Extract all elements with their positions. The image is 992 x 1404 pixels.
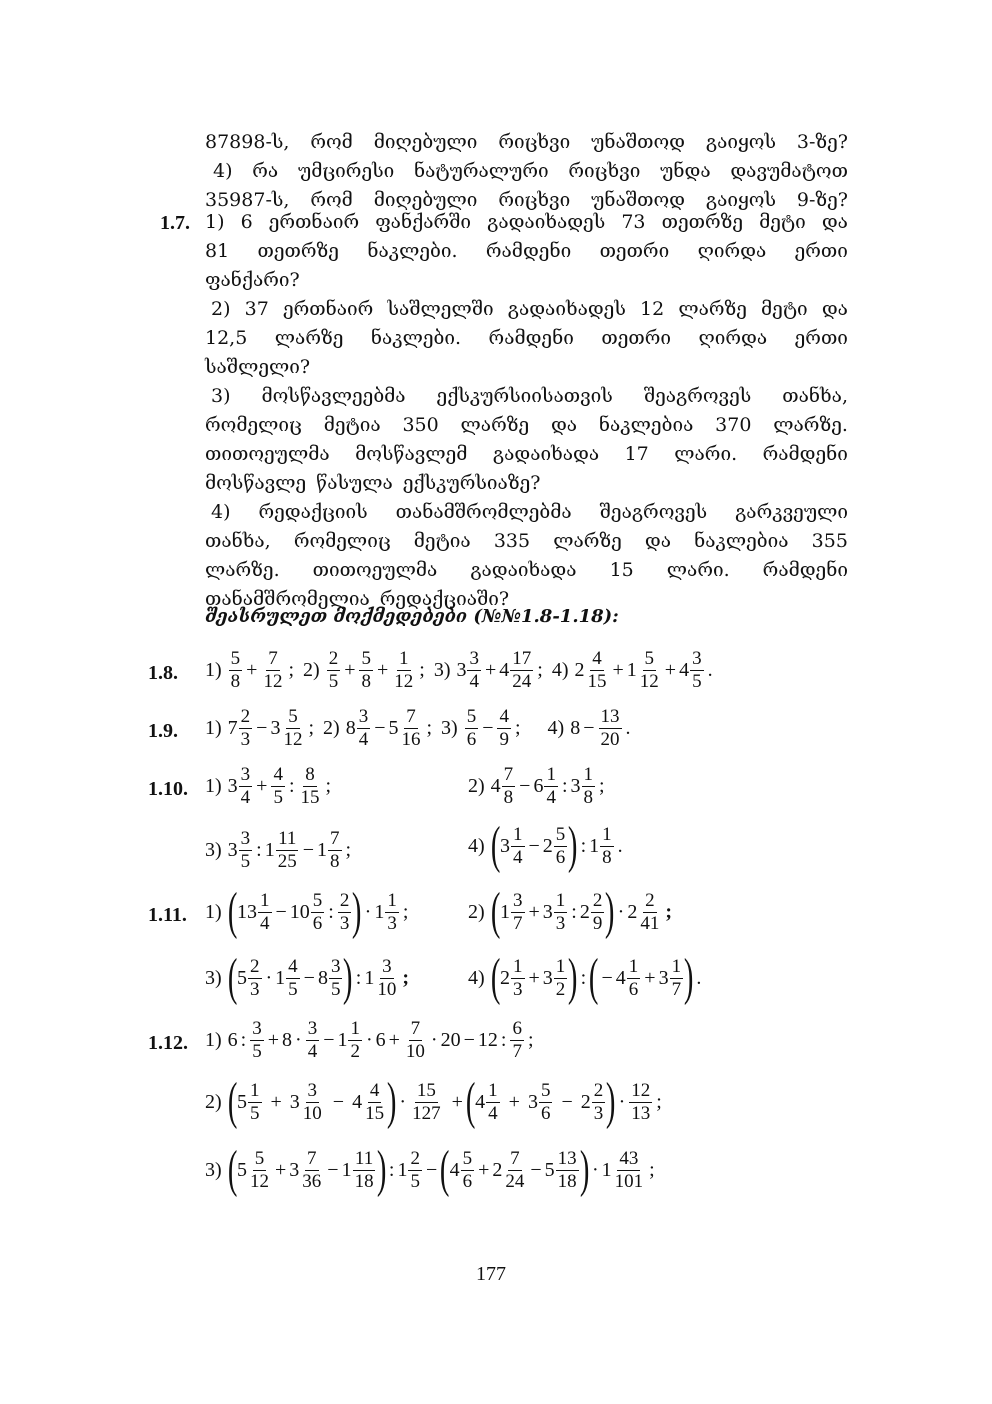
word: და <box>821 211 848 233</box>
fraction: $\frac{17}{24}$ <box>512 648 532 692</box>
fraction: $\frac{5}{8}$ <box>361 648 371 692</box>
word: გარკვეული <box>735 501 848 523</box>
item-number: 2) <box>468 775 485 797</box>
exercise-label: 1.12. <box>148 1032 188 1054</box>
text-line <box>205 208 848 237</box>
fraction: $\frac{5}{6}$ <box>555 823 566 868</box>
word: 355 <box>811 530 848 552</box>
item-number: 3) <box>433 659 451 681</box>
word: რიცხვი <box>498 189 571 211</box>
problem-label: 1.7. <box>160 212 190 234</box>
item-number: 4) <box>468 966 485 989</box>
word: რამდენი <box>762 443 848 465</box>
word: გადაიხადეს <box>487 211 606 233</box>
word: 3) <box>211 385 231 407</box>
exercise-1-8-line: 1) $\frac{5}{8}$ + $\frac{7}{12}$ ; 2) $\frac{2}{5}$ + $\frac{5}{8}$ + $\frac{1}{12}$ ; 3) 3 $\frac{3}{4}$ + 4 $\frac{17}{24}$ ; 4) 2 $\frac{4}{15}$ + 1 $\frac{5}{12}$ + 4 $\frac{3}{5}$ . <box>205 648 713 692</box>
word: ნაკლები. <box>370 327 462 349</box>
word: მოსწავლე <box>205 472 307 494</box>
word: 12 <box>640 298 665 320</box>
fraction: $\frac{4}{9}$ <box>499 706 509 750</box>
fraction: $\frac{6}{7}$ <box>512 1018 522 1062</box>
exercise-1-12-line-3: 3) ( 5 $\frac{5}{12}$ + 3 $\frac{7}{36}$ − 1 $\frac{11}{18}$ ) : 1 $\frac{2}{5}$ − ( 4 $\frac{5}{6}$ + 2 $\frac{7}{24}$ − 5 $\frac{13}{18}$ ) · 1 $\frac{43}{101}$ ; <box>205 1141 655 1198</box>
word: და <box>821 298 848 320</box>
word: 12,5 <box>205 327 248 349</box>
fraction: $\frac{1}{7}$ <box>671 955 682 1000</box>
exercise-1-11-line-3: 3) ( 5 $\frac{2}{3}$ · 1 $\frac{4}{5}$ − 8 $\frac{3}{5}$ ) : 1 $\frac{3}{10}$ ; <box>205 949 410 1006</box>
word: 17 <box>624 443 649 465</box>
exercise-label: 1.10. <box>148 778 188 800</box>
word: მიღებული <box>373 189 478 211</box>
word: ფანქარი? <box>205 269 300 291</box>
text-line <box>205 556 848 585</box>
word: თანხა, <box>205 530 271 552</box>
item-number: 4) <box>468 834 485 857</box>
text-line <box>205 266 848 295</box>
fraction: $\frac{5}{6}$ <box>540 1079 551 1124</box>
word: 37 <box>244 298 269 320</box>
word: ლარზე. <box>773 414 848 436</box>
word: თითოეულმა <box>312 559 438 581</box>
item-number: 2) <box>303 659 320 681</box>
text-line <box>205 469 848 498</box>
item-number: 2) <box>468 900 485 923</box>
word: ღირდა <box>698 327 768 349</box>
word: რამდენი <box>485 240 572 262</box>
exercise-label: 1.9. <box>148 720 178 742</box>
word: გაიყოს <box>705 189 776 211</box>
word: უნაშთოდ <box>591 189 685 211</box>
fraction: $\frac{2}{3}$ <box>250 955 260 1000</box>
fraction: $\frac{5}{6}$ <box>312 889 323 934</box>
item-number: 3) <box>441 717 458 739</box>
page-number: 177 <box>476 1263 506 1285</box>
fraction: $\frac{5}{12}$ <box>283 706 303 750</box>
fraction: $\frac{1}{6}$ <box>628 955 639 1000</box>
word: ექსკურსიისათვის <box>436 385 613 407</box>
fraction: $\frac{3}{4}$ <box>240 764 251 808</box>
word: 81 <box>205 240 230 262</box>
word: გადაიხადა <box>492 443 600 465</box>
word: ლარზე <box>460 414 530 436</box>
word: 35987-ს, <box>205 189 290 211</box>
exercise-1-11-line-4: 4) ( 2 $\frac{1}{3}$ + 3 $\frac{1}{2}$ ) : ( − 4 $\frac{1}{6}$ + 3 $\frac{1}{7}$ ) . <box>468 949 702 1006</box>
word: ფანქარში <box>375 211 472 233</box>
fraction: $\frac{1}{2}$ <box>350 1018 360 1062</box>
word: მეტი <box>759 211 806 233</box>
item-number: 1) <box>205 717 222 739</box>
item-number: 2) <box>205 1090 222 1113</box>
fraction: $\frac{11}{25}$ <box>277 828 297 872</box>
exercise-label: 1.11. <box>148 904 187 926</box>
item-number: 1) <box>205 659 222 681</box>
item-number: 4) <box>551 659 569 681</box>
word: თეთრზე <box>257 240 339 262</box>
word: 2) <box>211 298 231 320</box>
exercise-1-10-line-2: 2) 4 $\frac{7}{8}$ − 6 $\frac{1}{4}$ : 3 $\frac{1}{8}$ ; <box>468 764 605 808</box>
word: ნაკლებია <box>598 414 694 436</box>
fraction: $\frac{4}{5}$ <box>273 764 283 808</box>
problem-1-7-text <box>205 208 848 614</box>
word: უნდა <box>660 160 711 182</box>
fraction: $\frac{1}{8}$ <box>602 823 612 868</box>
fraction: $\frac{2}{5}$ <box>410 1147 420 1192</box>
fraction: $\frac{3}{10}$ <box>302 1079 322 1124</box>
fraction: $\frac{7}{12}$ <box>263 648 283 692</box>
word: რიცხვი <box>568 160 641 182</box>
item-number: 1) <box>205 775 222 797</box>
word: ლარზე <box>553 530 622 552</box>
word: მეტი <box>761 298 808 320</box>
fraction: $\frac{13}{20}$ <box>600 706 620 750</box>
text-line <box>205 498 848 527</box>
fraction: $\frac{7}{8}$ <box>503 764 514 808</box>
word: 370 <box>715 414 752 436</box>
word: თეთრზე <box>661 211 744 233</box>
text-line <box>205 527 848 556</box>
word: ლარზე <box>678 298 747 320</box>
word: რიცხვი <box>498 131 571 153</box>
word: ღირდა <box>697 240 767 262</box>
word: რომელიც <box>293 530 391 552</box>
fraction: $\frac{3}{5}$ <box>692 648 702 692</box>
word: მოსწავლემ <box>355 443 468 465</box>
fraction: $\frac{3}{5}$ <box>240 828 251 872</box>
fraction: $\frac{3}{4}$ <box>307 1018 318 1062</box>
fraction: $\frac{4}{15}$ <box>365 1079 385 1124</box>
fraction: $\frac{8}{15}$ <box>300 764 320 808</box>
fraction: $\frac{1}{5}$ <box>250 1079 260 1124</box>
exercise-1-10-line-4: 4) ( 3 $\frac{1}{4}$ − 2 $\frac{5}{6}$ ) : 1 $\frac{1}{8}$ . <box>468 817 623 874</box>
word: 350 <box>402 414 439 436</box>
word: წასულა <box>316 472 393 494</box>
text-line <box>205 157 848 186</box>
exercise-1-10-line-1: 1) 3 $\frac{3}{4}$ + $\frac{4}{5}$ : $\frac{8}{15}$ ; <box>205 764 332 808</box>
word: თანხა, <box>782 385 848 407</box>
word: თანამშრომლებმა <box>395 501 572 523</box>
word: ნაკლებია <box>694 530 789 552</box>
exercise-1-11-line-2: 2) ( 1 $\frac{3}{7}$ + 3 $\frac{1}{3}$ : 2 $\frac{2}{9}$ ) · 2 $\frac{2}{41}$ ; <box>468 883 673 940</box>
exercise-1-12-line-1: 1) 6 : $\frac{3}{5}$ + 8 · $\frac{3}{4}$ − 1 $\frac{1}{2}$ · 6 + $\frac{7}{10}$ · 20 − 12 : $\frac{6}{7}$ ; <box>205 1018 534 1062</box>
word: თითოეულმა <box>205 443 330 465</box>
item-number: 4) <box>547 717 565 739</box>
word: 4) <box>213 160 233 182</box>
fraction: $\frac{3}{10}$ <box>377 955 397 1000</box>
word: დავუმატოთ <box>730 160 848 182</box>
word: რომ <box>310 131 353 153</box>
fraction: $\frac{7}{8}$ <box>330 828 340 872</box>
word: რა <box>252 160 279 182</box>
item-number: 1) <box>205 900 222 923</box>
fraction: $\frac{1}{3}$ <box>555 889 566 934</box>
word: თეთრი <box>599 240 670 262</box>
fraction: $\frac{5}{12}$ <box>639 648 659 692</box>
item-number: 3) <box>205 966 222 989</box>
item-number: 3) <box>205 1158 222 1181</box>
word: შეაგროვეს <box>599 501 708 523</box>
fraction: $\frac{43}{101}$ <box>614 1147 644 1192</box>
fraction: $\frac{5}{12}$ <box>250 1147 269 1192</box>
word: ლარზე <box>274 327 344 349</box>
fraction: $\frac{7}{16}$ <box>401 706 421 750</box>
word: რომელიც <box>205 414 302 436</box>
word: 1) <box>205 211 225 233</box>
intro-text <box>205 128 848 215</box>
fraction: $\frac{12}{13}$ <box>631 1079 651 1124</box>
text-line <box>205 440 848 469</box>
word: და <box>644 530 671 552</box>
word: ერთი <box>794 327 848 349</box>
word: უნაშთოდ <box>591 131 685 153</box>
fraction: $\frac{15}{127}$ <box>412 1079 441 1124</box>
item-number: 3) <box>205 839 222 861</box>
exercise-1-9-line: 1) 7 $\frac{2}{3}$ − 3 $\frac{5}{12}$ ; 2) 8 $\frac{3}{4}$ − 5 $\frac{7}{16}$ ; 3) $\frac{5}{6}$ − $\frac{4}{9}$ ; 4) 8 − $\frac{13}{20}$ . <box>205 706 631 750</box>
fraction: $\frac{1}{12}$ <box>394 648 414 692</box>
word: თანამშრომელია <box>205 588 370 610</box>
word: რედაქციის <box>258 501 368 523</box>
fraction: $\frac{3}{5}$ <box>252 1018 262 1062</box>
fraction: $\frac{3}{5}$ <box>330 955 341 1000</box>
fraction: $\frac{1}{4}$ <box>513 823 523 868</box>
fraction: $\frac{5}{6}$ <box>466 706 477 750</box>
word: ლარზე. <box>205 559 280 581</box>
fraction: $\frac{4}{15}$ <box>587 648 607 692</box>
word: გადაიხადეს <box>507 298 626 320</box>
word: უმცირესი <box>297 160 395 182</box>
fraction: $\frac{3}{7}$ <box>513 889 523 934</box>
exercise-1-10-line-3: 3) 3 $\frac{3}{5}$ : 1 $\frac{11}{25}$ − 1 $\frac{7}{8}$ ; <box>205 828 352 872</box>
fraction: $\frac{1}{3}$ <box>387 889 397 934</box>
word: 15 <box>609 559 634 581</box>
word: და <box>550 414 578 436</box>
fraction: $\frac{7}{10}$ <box>405 1018 425 1062</box>
fraction: $\frac{1}{4}$ <box>260 889 270 934</box>
word: მოსწავლეებმა <box>261 385 406 407</box>
word: 87898-ს, <box>205 131 290 153</box>
fraction: $\frac{5}{8}$ <box>230 648 241 692</box>
text-line <box>205 324 848 353</box>
word: რამდენი <box>488 327 574 349</box>
item-number: 1) <box>205 1029 222 1051</box>
exercise-1-12-line-2: 2) ( 5 $\frac{1}{5}$ + 3 $\frac{3}{10}$ − 4 $\frac{4}{15}$ ) · $\frac{15}{127}$ + ( 4 $\frac{1}{4}$ + 3 $\frac{5}{6}$ − 2 $\frac{2}{3}$ ) · $\frac{12}{13}$ ; <box>205 1073 662 1130</box>
word: მიღებული <box>373 131 478 153</box>
text-line <box>205 353 848 382</box>
text-line <box>205 411 848 440</box>
word: 9-ზე? <box>796 189 848 211</box>
word: 73 <box>621 211 646 233</box>
fraction: $\frac{13}{18}$ <box>557 1147 577 1192</box>
fraction: $\frac{7}{24}$ <box>505 1147 525 1192</box>
fraction: $\frac{11}{18}$ <box>354 1147 374 1192</box>
fraction: $\frac{1}{3}$ <box>513 955 523 1000</box>
word: ექსკურსიაზე? <box>402 472 541 494</box>
word: 4) <box>211 501 231 523</box>
word: ნაკლები. <box>367 240 458 262</box>
word: რედაქციაში? <box>379 588 510 610</box>
word: ნატურალური <box>414 160 549 182</box>
word: თეთრი <box>601 327 671 349</box>
fraction: $\frac{1}{2}$ <box>555 955 566 1000</box>
fraction: $\frac{5}{6}$ <box>462 1147 473 1192</box>
word: 3-ზე? <box>796 131 848 153</box>
word: მეტია <box>413 530 471 552</box>
word: ერთნაირ <box>282 298 374 320</box>
fraction: $\frac{7}{36}$ <box>302 1147 322 1192</box>
item-number: 2) <box>323 717 340 739</box>
fraction: $\frac{2}{3}$ <box>339 889 350 934</box>
word: რომ <box>310 189 353 211</box>
text-line <box>205 382 848 411</box>
word: 335 <box>493 530 531 552</box>
word: რამდენი <box>762 559 848 581</box>
word: მეტია <box>323 414 381 436</box>
word: ერთი <box>794 240 848 262</box>
word: შეაგროვეს <box>643 385 752 407</box>
section-heading: შეასრულეთ მოქმედებები (№№1.8-1.18): <box>205 606 619 627</box>
word: საშლელი? <box>205 356 311 378</box>
fraction: $\frac{4}{5}$ <box>288 955 298 1000</box>
fraction: $\frac{2}{41}$ <box>640 889 660 934</box>
fraction: $\frac{3}{4}$ <box>469 648 479 692</box>
text-line <box>205 128 848 157</box>
word: ლარი. <box>666 559 730 581</box>
fraction: $\frac{3}{4}$ <box>358 706 369 750</box>
fraction: $\frac{1}{4}$ <box>488 1079 498 1124</box>
fraction: $\frac{1}{8}$ <box>583 764 594 808</box>
fraction: $\frac{2}{3}$ <box>593 1079 604 1124</box>
exercise-label: 1.8. <box>148 662 178 684</box>
exercise-1-11-line-1: 1) ( 13 $\frac{1}{4}$ − 10 $\frac{5}{6}$ : $\frac{2}{3}$ ) · 1 $\frac{1}{3}$ ; <box>205 883 409 940</box>
word: გაიყოს <box>705 131 776 153</box>
fraction: $\frac{2}{9}$ <box>592 889 603 934</box>
fraction: $\frac{2}{5}$ <box>328 648 339 692</box>
fraction: $\frac{1}{4}$ <box>546 764 556 808</box>
word: 6 <box>240 211 253 233</box>
text-line <box>205 295 848 324</box>
fraction: $\frac{2}{3}$ <box>240 706 251 750</box>
word: ლარი. <box>674 443 738 465</box>
text-line <box>205 237 848 266</box>
word: გადაიხადა <box>470 559 577 581</box>
word: საშლელში <box>387 298 494 320</box>
word: ერთნაირ <box>268 211 360 233</box>
